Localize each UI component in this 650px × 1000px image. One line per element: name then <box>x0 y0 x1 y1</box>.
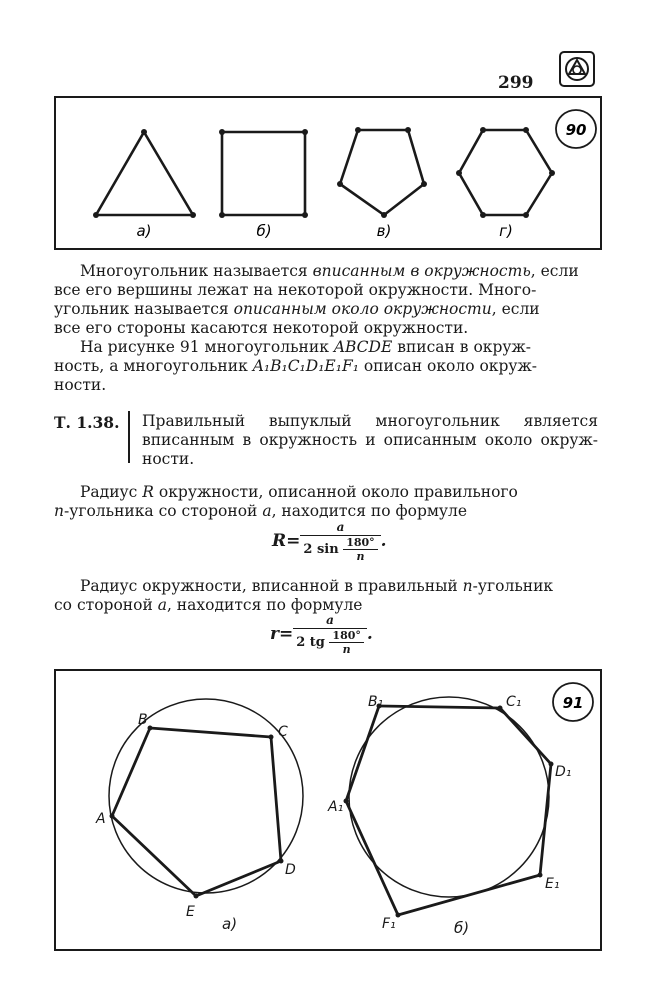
definition-paragraph <box>54 262 598 338</box>
theorem-line: ности. <box>142 450 195 468</box>
polygon-a1f1: A₁B₁C₁D₁E₁F₁ <box>252 357 359 375</box>
theorem-label: Т. 1.38. <box>54 413 120 432</box>
formula-numerator: a <box>300 520 380 536</box>
text: со стороной <box>54 596 158 614</box>
angle-den: n <box>342 643 351 656</box>
theorem-line: Правильный выпуклый многоугольник является <box>142 412 598 430</box>
formula-tg: 2 tg <box>296 635 325 650</box>
text: Радиус окружности, вписанной в правильный <box>80 577 463 595</box>
circumscribed-hexagon <box>346 706 551 915</box>
formula-sin: 2 sin <box>303 542 339 557</box>
var-n: n <box>462 577 473 595</box>
formula-circumradius <box>272 520 387 563</box>
var-R: R <box>142 483 154 501</box>
term-circumscribed: описанным около окружности <box>233 300 492 318</box>
geometry-section-icon <box>559 51 595 87</box>
label-v: в) <box>376 222 392 240</box>
formula-inradius <box>270 613 373 656</box>
vertex-D1: D₁ <box>555 764 572 780</box>
polygon-abcde: ABCDE <box>333 338 393 356</box>
inscribed-pentagon <box>112 728 281 896</box>
angle-den: n <box>356 550 365 563</box>
formula-numerator: a <box>293 613 367 629</box>
formula-fraction <box>293 613 367 656</box>
theorem-line: вписанным в окружность и описанным около окруж- <box>142 431 598 449</box>
formula-lhs: r <box>270 624 279 644</box>
text: ность, а многоугольник <box>54 357 253 375</box>
pentagon-shape <box>340 130 424 215</box>
formula-trail: . <box>366 624 373 644</box>
square-shape <box>222 132 305 215</box>
figure-number: 91 <box>562 694 584 712</box>
theorem-text <box>142 412 598 469</box>
vertex-C1: C₁ <box>506 694 522 710</box>
text: На рисунке 91 многоугольник <box>80 338 334 356</box>
label-a: а) <box>136 222 152 240</box>
text: , находится по формуле <box>271 502 468 520</box>
angle-num: 180° <box>343 536 377 550</box>
term-inscribed: вписанным в окружность <box>312 262 531 280</box>
text-line: ности. <box>54 376 107 394</box>
figure-90 <box>54 96 602 250</box>
text-line: все его вершины лежат на некоторой окружности. Много- <box>54 281 537 299</box>
text: , если <box>530 262 579 280</box>
circumradius-paragraph <box>54 483 598 521</box>
text: окружности, описанной около правильного <box>153 483 518 501</box>
triangle-shape <box>96 132 193 215</box>
label-a: а) <box>222 915 238 933</box>
angle-num: 180° <box>329 629 363 643</box>
text: Радиус <box>80 483 143 501</box>
theorem-bar <box>128 411 130 463</box>
var-a: a <box>157 596 167 614</box>
vertex-E: E <box>186 904 195 920</box>
label-b: б) <box>256 222 272 240</box>
formula-eq: = <box>286 531 301 551</box>
vertex-F1: F₁ <box>382 916 396 932</box>
angle-fraction <box>329 629 363 656</box>
figure-90-drawing <box>56 98 600 248</box>
formula-eq: = <box>278 624 294 644</box>
inradius-paragraph <box>54 577 598 615</box>
figure-91-drawing <box>56 671 600 949</box>
vertex-B: B <box>138 712 148 728</box>
angle-fraction <box>343 536 377 563</box>
text: угольник называется <box>54 300 234 318</box>
text-line: все его стороны касаются некоторой окружности. <box>54 319 469 337</box>
label-b: б) <box>454 919 470 937</box>
vertex-A1: A₁ <box>328 799 344 815</box>
vertex-E1: E₁ <box>545 876 560 892</box>
figure-number: 90 <box>565 121 587 139</box>
vertex-C: C <box>278 724 288 740</box>
vertex-B1: B₁ <box>368 694 384 710</box>
text: -угольника со стороной <box>63 502 263 520</box>
text: , находится по формуле <box>166 596 363 614</box>
vertex-D: D <box>285 862 296 878</box>
label-g: г) <box>499 222 513 240</box>
formula-trail: . <box>380 531 387 551</box>
page-number: 299 <box>498 73 534 93</box>
text: вписан в окруж- <box>392 338 532 356</box>
figure-91 <box>54 669 602 951</box>
figure-reference-paragraph <box>54 338 598 395</box>
text: Многоугольник называется <box>80 262 313 280</box>
formula-fraction <box>300 520 380 563</box>
text: , если <box>491 300 540 318</box>
var-n: n <box>54 502 64 520</box>
formula-lhs: R <box>272 531 287 551</box>
text: описан около окруж- <box>358 357 538 375</box>
var-a: a <box>262 502 272 520</box>
hexagon-shape <box>459 130 552 215</box>
text: -угольник <box>472 577 554 595</box>
vertex-A: A <box>96 811 106 827</box>
